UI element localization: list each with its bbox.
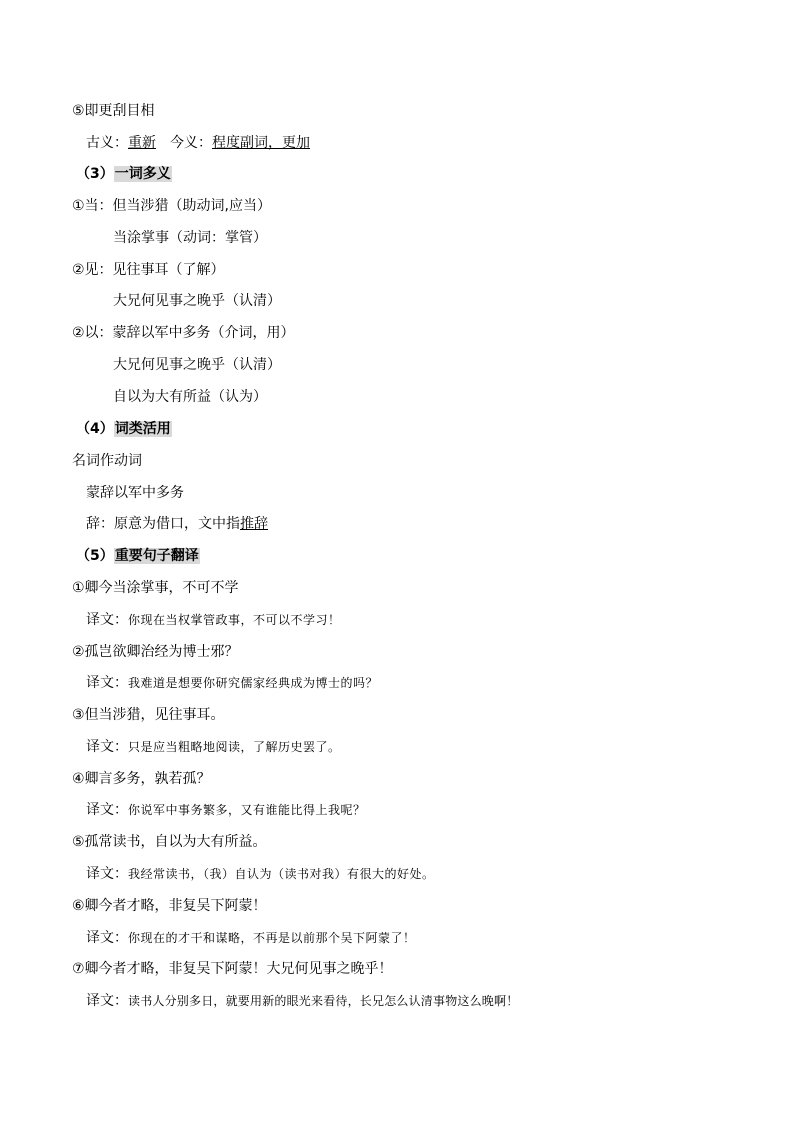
sentence	[72, 959, 393, 979]
translation-text: 你说军中事务繁多，又有谁能比得上我呢？	[128, 803, 366, 817]
sentence	[72, 578, 239, 598]
line-item	[113, 291, 281, 311]
section-heading-5	[76, 546, 200, 566]
translation	[86, 991, 518, 1011]
line-item	[72, 260, 225, 280]
text: ②孤岂欲卿治经为博士邪？	[72, 644, 239, 660]
translation	[86, 928, 416, 948]
translation-text: 你现在当权掌管政事，不可以不学习！	[128, 613, 341, 627]
section-heading-4	[76, 419, 172, 439]
translation	[86, 864, 435, 884]
text: 大兄何见事之晚乎（认清）	[113, 357, 281, 373]
label: 译文：	[86, 866, 128, 882]
text: 当涂掌事（动词：掌管）	[113, 230, 267, 246]
line-item	[72, 323, 295, 343]
text: ⑤即更刮目相	[72, 103, 155, 119]
text: ③但当涉猎，见往事耳。	[72, 707, 225, 723]
translation-text: 我难道是想要你研究儒家经典成为博士的吗？	[128, 676, 379, 690]
line-item	[113, 228, 267, 248]
section-number: （3）	[76, 166, 114, 182]
translation	[86, 800, 366, 820]
translation-text: 只是应当粗略地阅读，了解历史罢了。	[128, 740, 341, 754]
text: ②以：蒙辞以军中多务（介词，用）	[72, 325, 295, 341]
line-item	[113, 387, 267, 407]
sentence	[72, 769, 211, 789]
line-item	[86, 514, 268, 534]
line-ancient-phrase	[72, 101, 155, 121]
label: 译文：	[86, 612, 128, 628]
label: 译文：	[86, 993, 128, 1009]
modern-meaning-value: 程度副词，更加	[212, 135, 310, 151]
section-number: （4）	[76, 421, 114, 437]
translation-text: 读书人分别多日，就要用新的眼光来看待，长兄怎么认清事物这么晚啊！	[128, 994, 519, 1008]
translation-text: 你现在的才干和谋略，不再是以前那个吴下阿蒙了！	[128, 931, 416, 945]
text: ①卿今当涂掌事，不可不学	[72, 580, 239, 596]
text: 名词作动词	[72, 453, 142, 469]
label: 译文：	[86, 802, 128, 818]
text: ⑤孤常读书，自以为大有所益。	[72, 834, 267, 850]
label-modern-meaning: 今义：	[170, 135, 212, 151]
text: 辞：原意为借口，文中指	[86, 516, 240, 532]
text: 自以为大有所益（认为）	[113, 389, 267, 405]
text: ⑥卿今者才略，非复吴下阿蒙！	[72, 898, 267, 914]
sentence	[72, 896, 267, 916]
underlined-term: 推辞	[240, 516, 268, 532]
text: ④卿言多务，孰若孤？	[72, 771, 211, 787]
label-ancient-meaning: 古义：	[86, 135, 128, 151]
line-item	[86, 483, 184, 503]
label: 译文：	[86, 930, 128, 946]
section-title: 词类活用	[114, 421, 171, 437]
line-item	[113, 355, 281, 375]
translation	[86, 610, 341, 630]
translation-text: 我经常读书，（我）自认为（读书对我）有很大的好处。	[128, 867, 435, 881]
ancient-meaning-value: 重新	[128, 135, 156, 151]
line-item	[72, 451, 142, 471]
sentence	[72, 642, 239, 662]
text: 大兄何见事之晚乎（认清）	[113, 293, 281, 309]
text: 蒙辞以军中多务	[86, 485, 184, 501]
text: ②见：见往事耳（了解）	[72, 262, 225, 278]
translation	[86, 673, 378, 693]
text: ⑦卿今者才略，非复吴下阿蒙！大兄何见事之晚乎！	[72, 961, 393, 977]
text: ①当：但当涉猎（助动词,应当）	[72, 198, 272, 214]
section-number: （5）	[76, 548, 114, 564]
section-heading-3	[76, 164, 172, 184]
sentence	[72, 705, 225, 725]
section-title: 重要句子翻译	[114, 548, 199, 564]
label: 译文：	[86, 675, 128, 691]
section-title: 一词多义	[114, 166, 171, 182]
translation	[86, 737, 341, 757]
line-ancient-modern-meaning	[86, 133, 310, 153]
sentence	[72, 832, 267, 852]
label: 译文：	[86, 739, 128, 755]
line-item	[72, 196, 271, 216]
